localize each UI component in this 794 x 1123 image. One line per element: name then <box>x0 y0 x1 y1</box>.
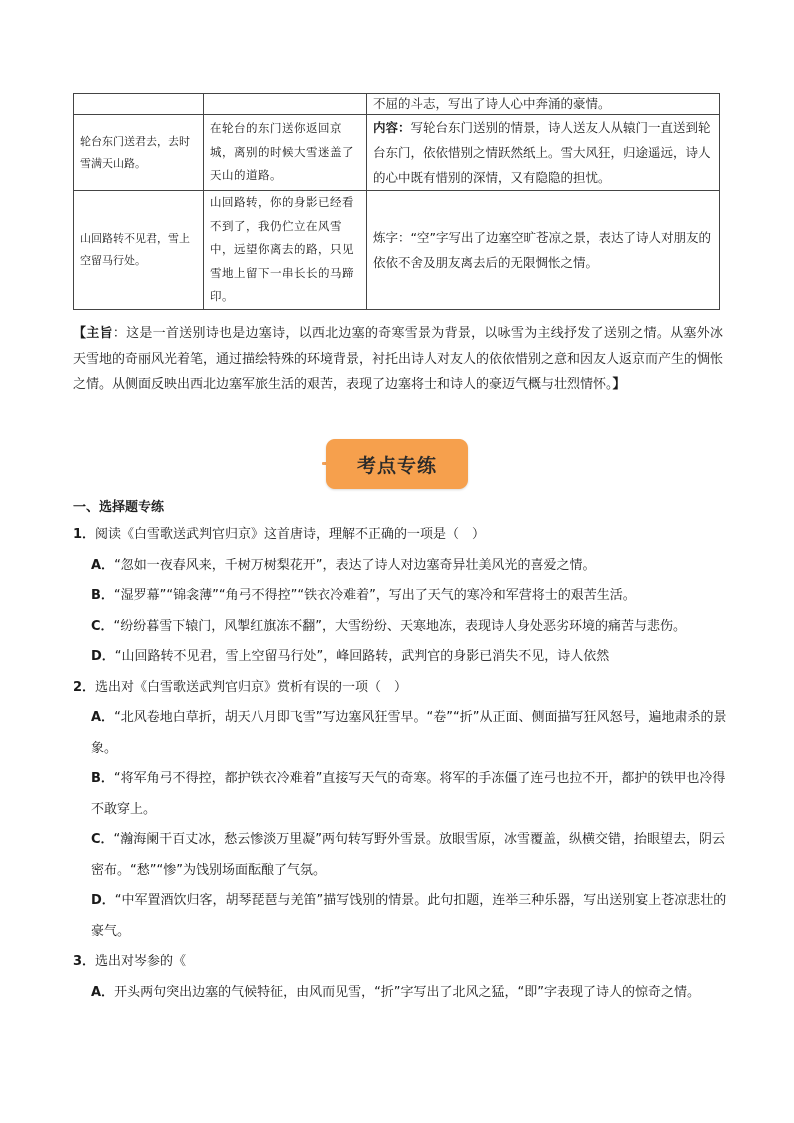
banner-title: 考点专练 <box>356 454 437 477</box>
section-title: 一、选择题专练 <box>73 500 165 515</box>
option-item <box>73 642 733 673</box>
option-text: “瀚海阑干百丈冰，愁云惨淡万里凝”两句转写野外雪景。放眼雪原，冰雪覆盖，纵横交错，抬眼望去，阴云密布。“愁”“惨”为饯别场面酝酿了气氛。 <box>91 832 726 878</box>
question-text: 选出对岑参的《 <box>95 954 187 969</box>
option-item <box>73 764 733 825</box>
option-text: “湿罗幕”“锦衾薄”“角弓不得控”“铁衣冷难着”，写出了天气的寒冷和军营将士的艰苦生活。 <box>113 588 636 603</box>
theme-open-bracket: 【 <box>73 326 87 341</box>
question-text: 阅读《白雪歌送武判官归京》这首唐诗，理解不正确的一项是（ ） <box>95 527 486 542</box>
theme-close-bracket: 】 <box>612 377 626 392</box>
question-list <box>73 495 733 1008</box>
question-number: 2． <box>73 679 96 695</box>
theme-label: 主旨 <box>86 326 113 341</box>
option-text: 开头两句突出边塞的气候特征，由风而见雪，“折”字写出了北风之猛，“即”字表现了诗人的惊奇之情。 <box>114 984 701 1000</box>
option-item <box>73 703 733 764</box>
option-text: “中军置酒饮归客，胡琴琵琶与羌笛”描写饯别的情景。此句扣题，连举三种乐器，写出送别宴上苍凉悲壮的豪气。 <box>91 893 727 939</box>
option-item <box>73 825 733 886</box>
option-letter: D． <box>91 893 115 908</box>
option-text: “忽如一夜春风来，千树万树梨花开”，表达了诗人对边塞奇异壮美风光的喜爱之情。 <box>114 557 596 573</box>
question-stem <box>73 947 733 978</box>
option-item <box>73 978 733 1009</box>
translation-cell: 山回路转，你的身影已经看不到了，我仍伫立在风雪中，远望你离去的路，只见雪地上留下一串长长的马蹄印。 <box>204 191 367 310</box>
option-letter: C． <box>91 832 114 847</box>
option-item <box>73 886 733 947</box>
question-stem <box>73 520 733 551</box>
option-text: “将军角弓不得控，都护铁衣冷难着”直接写天气的奇寒。将军的手冻僵了连弓也拉不开，都护的铁甲也冷得不敢穿上。 <box>91 771 726 817</box>
original-cell: 山回路转不见君，雪上空留马行处。 <box>74 191 204 310</box>
question-stem <box>73 673 733 704</box>
option-text: “纷纷暮雪下辕门，风掣红旗冻不翻”，大雪纷纷、天寒地冻，表现诗人身处恶劣环境的痛苦与悲伤。 <box>113 618 687 634</box>
translation-cell <box>204 94 367 115</box>
original-cell: 轮台东门送君去，去时雪满天山路。 <box>74 115 204 191</box>
analysis-label: 内容： <box>373 120 411 135</box>
option-item <box>73 612 733 643</box>
option-item <box>73 551 733 582</box>
analysis-text: 写轮台东门送别的情景，诗人送友人从辕门一直送到轮台东门，依依惜别之情跃然纸上。雪大风狂，归途遥远，诗人的心中既有惜别的深情，又有隐隐的担忧。 <box>373 120 711 185</box>
analysis-text: 不屈的斗志，写出了诗人心中奔涌的豪情。 <box>373 96 611 111</box>
table-row <box>74 191 720 310</box>
option-text: “山回路转不见君，雪上空留马行处”，峰回路转，武判官的身影已消失不见，诗人依然 <box>114 649 610 664</box>
option-item <box>73 581 733 612</box>
original-cell <box>74 94 204 115</box>
option-letter: A． <box>91 557 115 573</box>
option-text: “北风卷地白草折，胡天八月即飞雪”写边塞风狂雪早。“卷”“折”从正面、侧面描写狂风怒号，遍地肃杀的景象。 <box>91 710 727 756</box>
option-letter: B． <box>91 771 114 786</box>
analysis-cell <box>367 94 720 115</box>
analysis-cell <box>367 191 720 310</box>
translation-cell: 在轮台的东门送你返回京城，离别的时候大雪迷盖了天山的道路。 <box>204 115 367 191</box>
analysis-text: “空”字写出了边塞空旷苍凉之景，表达了诗人对朋友的依依不舍及朋友离去后的无限惆怅之情。 <box>373 229 711 270</box>
theme-paragraph <box>73 321 723 398</box>
section-banner <box>326 439 468 489</box>
question-text: 选出对《白雪歌送武判官归京》赏析有误的一项（ ） <box>95 679 408 695</box>
option-letter: C． <box>91 618 114 634</box>
theme-text: ：这是一首送别诗也是边塞诗，以西北边塞的奇寒雪景为背景，以咏雪为主线抒发了送别之情。从塞外冰天雪地的奇丽风光着笔，通过描绘特殊的环境背景，衬托出诗人对友人的依依惜别之意和因友人返京而产生的惆怅之情。从侧面反映出西北边塞军旅生活的艰苦，表现了边塞将士和诗人的豪迈气概与壮烈情怀。 <box>73 326 724 392</box>
table-row <box>74 115 720 191</box>
option-letter: A． <box>91 984 115 1000</box>
option-letter: A． <box>91 710 115 725</box>
analysis-cell <box>367 115 720 191</box>
option-letter: D． <box>91 649 115 664</box>
poem-analysis-table <box>73 93 720 310</box>
question-number: 3． <box>73 954 96 969</box>
table-row <box>74 94 720 115</box>
analysis-label: 炼字： <box>373 229 411 245</box>
question-number: 1． <box>73 527 96 542</box>
option-letter: B． <box>91 588 114 603</box>
